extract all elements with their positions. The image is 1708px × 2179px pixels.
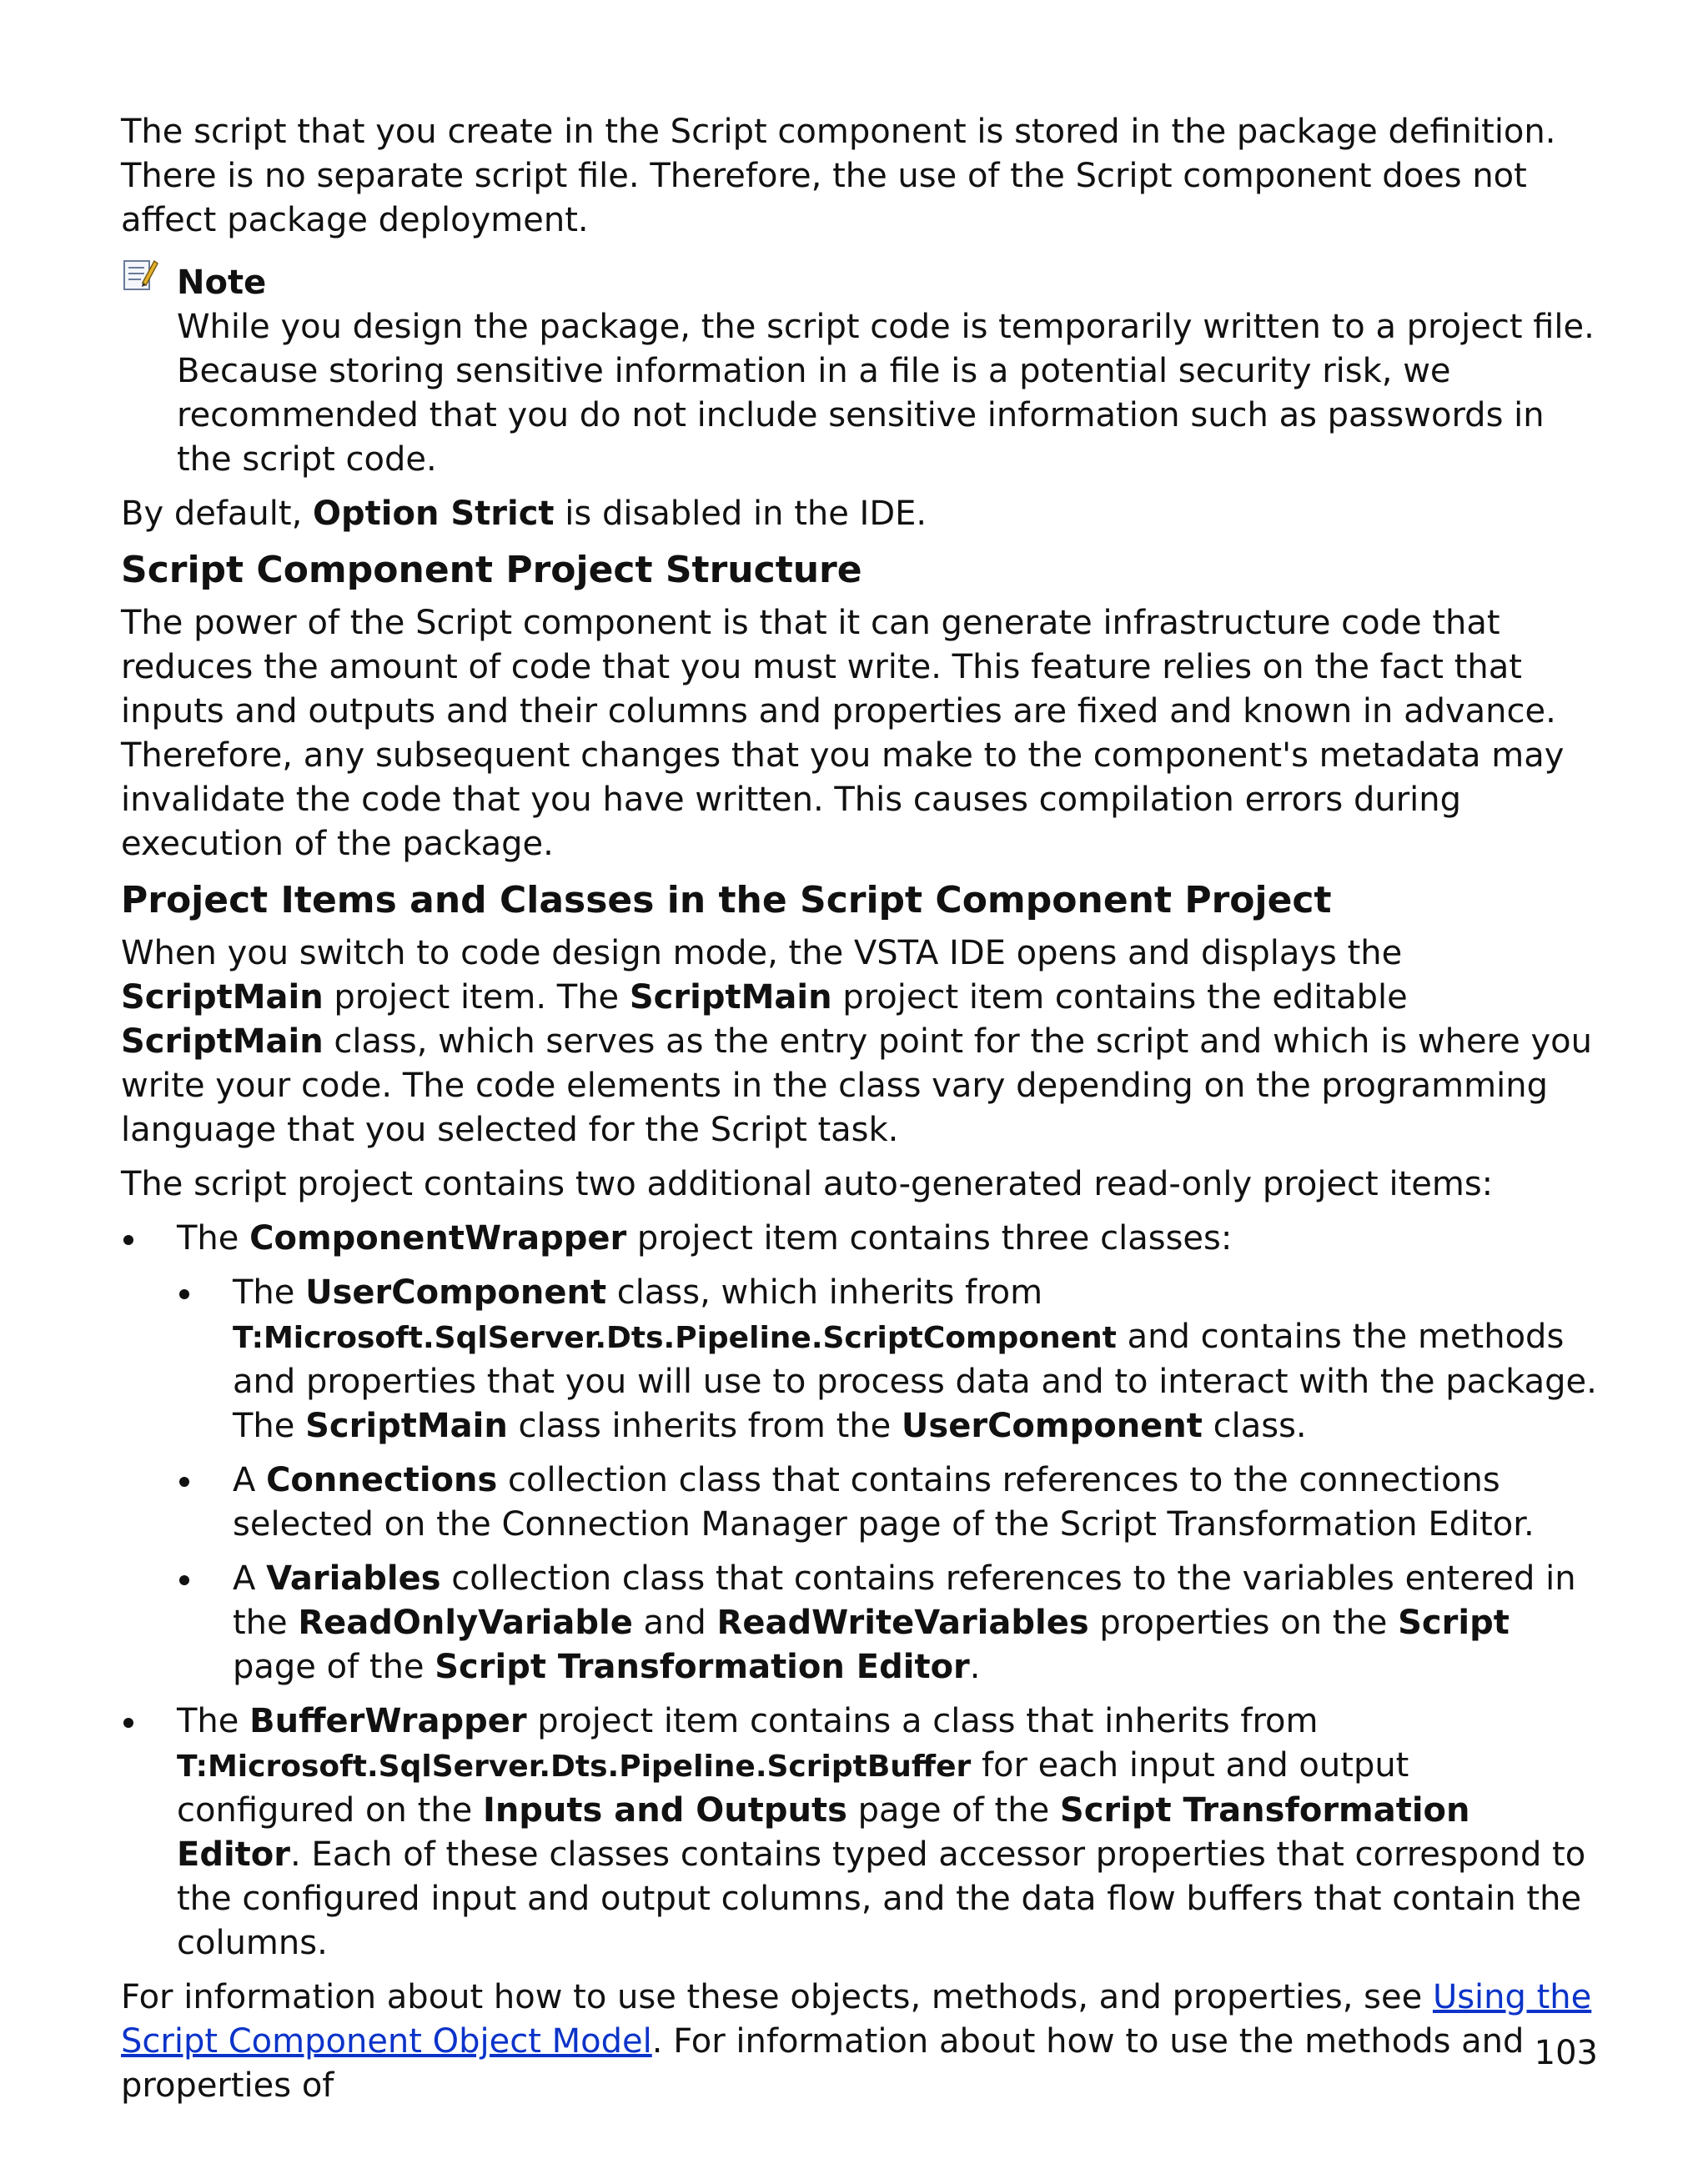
info-paragraph: For information about how to use these objects, methods, and properties, see Using the Script Component Object Model. For information about how to use the methods and properties of: [121, 1978, 1592, 2105]
heading-project-structure: Script Component Project Structure: [121, 549, 862, 591]
list-item-usercomponent: The UserComponent class, which inherits from T:Microsoft.SqlServer.Dts.Pipeline.ScriptComponent and contains the methods and properties that you will use to process data and to interact with the package. The ScriptMain class inherits from the UserComponent class.: [233, 1273, 1597, 1445]
list-item-variables: A Variables collection class that contains references to the variables entered in the ReadOnlyVariable and ReadWriteVariables properties on the Script page of the Script Transformation Editor.: [233, 1559, 1576, 1686]
heading-project-items: Project Items and Classes in the Script Component Project: [121, 879, 1332, 921]
note-block: [177, 261, 1597, 482]
code-design-paragraph: When you switch to code design mode, the VSTA IDE opens and displays the ScriptMain project item. The ScriptMain project item contains the editable ScriptMain class, which serves as the entry point for the script and which is where you write your code. The code elements in the class vary depending on the programming language that you selected for the Script task.: [121, 934, 1592, 1149]
intro-paragraph: The script that you create in the Script component is stored in the package definition. There is no separate script file. Therefore, the use of the Script component does not affect package deployment.: [121, 113, 1556, 239]
note-body: While you design the package, the script code is temporarily written to a project file. Because storing sensitive information in a file is a potential security risk, we recommended that you do not include sensitive information such as passwords in the script code.: [177, 308, 1595, 479]
note-pencil-icon: [121, 254, 159, 293]
project-items-list: [121, 1217, 1597, 1966]
power-paragraph: The power of the Script component is that it can generate infrastructure code that reduces the amount of code that you must write. This feature relies on the fact that inputs and outputs and their columns and properties are fixed and known in advance. Therefore, any subsequent changes that you make to the component's metadata may invalidate the code that you have written. This causes compilation errors during execution of the package.: [121, 604, 1565, 863]
page-number: 103: [1534, 2034, 1598, 2072]
object-model-link[interactable]: Using the Script Component Object Model: [121, 1978, 1592, 2061]
list-item-connections: A Connections collection class that contains references to the connections selected on the Connection Manager page of the Script Transformation Editor.: [233, 1461, 1535, 1544]
note-title: Note: [177, 264, 267, 302]
option-strict-paragraph: By default, Option Strict is disabled in the IDE.: [121, 495, 927, 533]
list-item-componentwrapper: The ComponentWrapper project item contains three classes: The UserComponent class, which inherits from T:Microsoft.SqlServer.Dts.Pipeline.ScriptComponent and contains the methods and properties that you will use to process data and to interact with the package. The ScriptMain class inherits from the UserComponent class. A Connections collection class that contains references to the connections selected on the Connection Manager page of the Script Transformation Editor. A Variables collection class that contains references to the variables entered in the ReadOnlyVariable and ReadWriteVariables properties on the Script page of the Script Transformation Editor.: [121, 1217, 1597, 1689]
document-page: [121, 110, 1597, 2118]
project-items-intro: The script project contains two additional auto-generated read-only project items:: [121, 1165, 1494, 1203]
componentwrapper-classes-list: [177, 1271, 1597, 1689]
list-item-bufferwrapper: The BufferWrapper project item contains a class that inherits from T:Microsoft.SqlServer.Dts.Pipeline.ScriptBuffer for each input and output configured on the Inputs and Outputs page of the Script Transformation Editor. Each of these classes contains typed accessor properties that correspond to the configured input and output columns, and the data flow buffers that contain the columns.: [177, 1702, 1586, 1962]
